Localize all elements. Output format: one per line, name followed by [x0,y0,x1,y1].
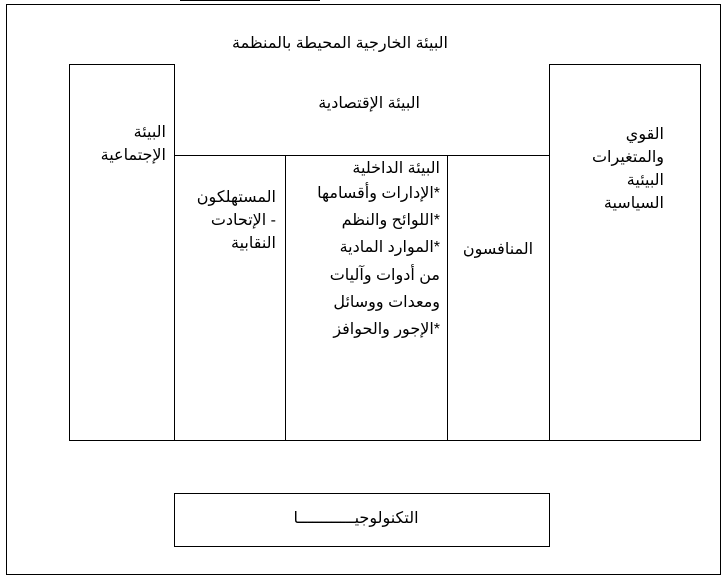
internal-env-title: البيئة الداخلية [352,160,440,177]
consumers-line-2: - الإتحادت [210,212,276,229]
internal-divider [447,155,448,441]
social-env-line-1: البيئة [133,124,166,141]
consumers-divider [285,155,286,441]
competitors-label: المنافسون [462,241,534,258]
social-env-line-2: الإجتماعية [100,147,166,164]
internal-env-item: ومعدات ووسائل [333,294,440,311]
economic-divider [174,155,550,156]
political-env-line-4: السياسية [603,195,664,212]
political-env-line-2: والمتغيرات [591,149,664,166]
political-env-line-3: البيئية [626,172,664,189]
bottom-line [174,440,550,441]
economic-top-line [174,64,550,65]
political-env-line-1: القوي [625,126,664,143]
economic-env-label: البيئة الإقتصادية [318,95,420,112]
diagram-title: البيئة الخارجية المحيطة بالمنظمة [232,35,448,52]
social-env-column [69,64,175,441]
consumers-line-1: المستهلكون [196,189,276,206]
technology-label: التكنولوجيــــــــــــا [293,510,419,527]
political-env-column [549,64,701,441]
internal-env-item: *الإدارات وأقسامها [317,185,440,202]
top-edge-mark [180,0,320,1]
internal-env-item: *الموارد المادية [339,239,440,256]
internal-env-item: *الإجور والحوافز [333,321,440,338]
internal-env-item: من أدوات وآليات [329,267,440,284]
consumers-line-3: النقابية [231,235,276,252]
internal-env-item: *اللوائح والنظم [341,212,440,229]
